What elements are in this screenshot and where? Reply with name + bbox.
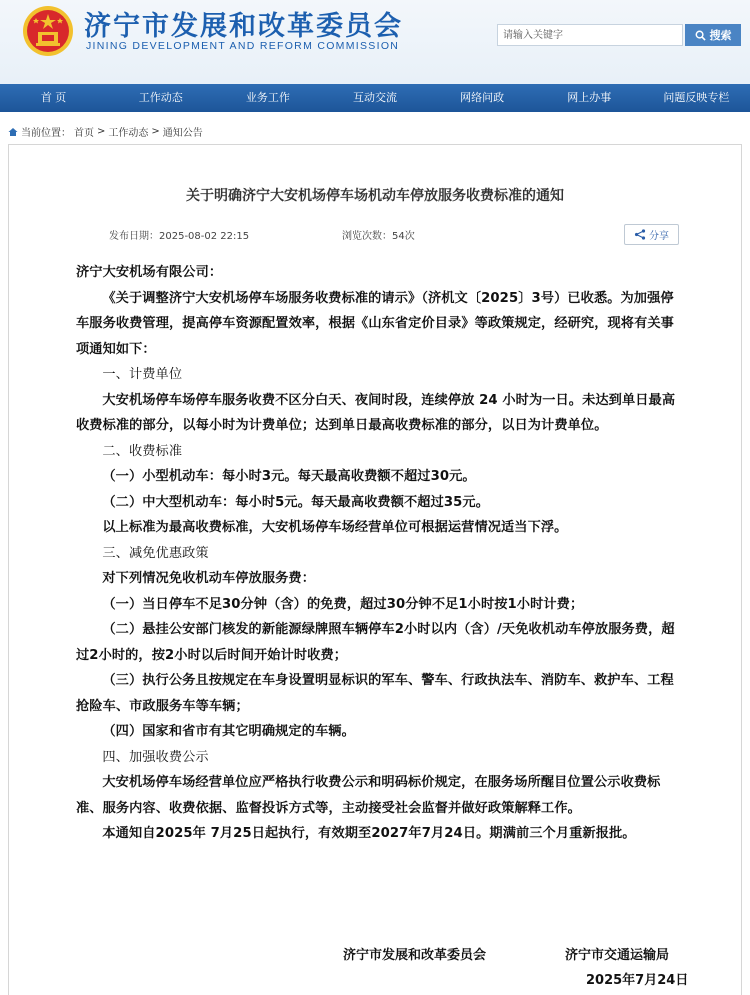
search-input[interactable] bbox=[497, 24, 683, 46]
signature-issuer-left: 济宁市发展和改革委员会 bbox=[343, 948, 487, 963]
signature-issuer-right: 济宁市交通运输局 bbox=[565, 948, 670, 963]
section-heading: 四、加强收费公示 bbox=[102, 749, 209, 765]
article-paragraph: 大安机场停车场停车服务收费不区分白天、夜间时段，连续停放 24 小时为一日。未达到单日最高收费标准的部分，以每小时为计费单位；达到单日最高收费标准的部分，以日为计费单位。 bbox=[76, 392, 676, 433]
nav-item-work-news[interactable]: 工作动态 bbox=[138, 91, 183, 104]
breadcrumb-separator: > bbox=[97, 126, 106, 137]
site-subtitle: JINING DEVELOPMENT AND REFORM COMMISSION bbox=[86, 40, 400, 52]
article-paragraph: 本通知自2025年 7月25日起执行，有效期至2027年7月24日。期满前三个月重新报批。 bbox=[102, 826, 636, 841]
site-header bbox=[0, 0, 750, 84]
share-icon bbox=[634, 229, 646, 240]
share-label: 分享 bbox=[649, 231, 669, 242]
nav-item-feedback[interactable]: 问题反映专栏 bbox=[663, 91, 730, 104]
search-icon bbox=[695, 30, 706, 41]
search-button[interactable] bbox=[685, 24, 741, 46]
nav-item-online-services[interactable]: 网上办事 bbox=[567, 91, 612, 104]
nav-item-online-inquiry[interactable]: 网络问政 bbox=[460, 91, 505, 104]
section-heading: 二、收费标准 bbox=[102, 443, 183, 459]
breadcrumb-home-link[interactable]: 首页 bbox=[74, 128, 94, 139]
article-paragraph: （一）小型机动车：每小时3元。每天最高收费额不超过30元。 bbox=[102, 469, 476, 484]
article-paragraph: 以上标准为最高收费标准，大安机场停车场经营单位可根据运营情况适当下浮。 bbox=[102, 520, 568, 535]
article-title: 关于明确济宁大安机场停车场机动车停放服务收费标准的通知 bbox=[186, 188, 564, 204]
article-paragraph: 《关于调整济宁大安机场停车场服务收费标准的请示》（济机文〔2025〕3号）已收悉。为加强停车服务收费管理，提高停车资源配置效率，根据《山东省定价目录》等政策规定，经研究，现将有关事项通知如下： bbox=[76, 290, 674, 357]
article-paragraph: （二）悬挂公安部门核发的新能源绿牌照车辆停车2小时以内（含）/天免收机动车停放服务费，超过2小时的，按2小时以后时间开始计时收费； bbox=[76, 622, 675, 663]
section-heading: 三、减免优惠政策 bbox=[102, 545, 209, 561]
view-count: 浏览次数：54次 bbox=[342, 231, 415, 242]
article-paragraph: （二）中大型机动车：每小时5元。每天最高收费额不超过35元。 bbox=[102, 494, 489, 510]
article-paragraph: （三）执行公务且按规定在车身设置明显标识的军车、警车、行政执法车、消防车、救护车、工程抢险车、市政服务车等车辆； bbox=[76, 673, 674, 714]
section-heading: 一、计费单位 bbox=[102, 367, 183, 382]
publish-date: 发布日期：2025-08-02 22:15 bbox=[109, 231, 250, 242]
share-button[interactable] bbox=[624, 224, 679, 245]
article-paragraph: （四）国家和省市有其它明确规定的车辆。 bbox=[102, 724, 355, 739]
search-button-label: 搜索 bbox=[709, 30, 732, 42]
nav-item-business[interactable]: 业务工作 bbox=[245, 91, 290, 104]
article-body bbox=[76, 260, 682, 847]
nav-item-interaction[interactable]: 互动交流 bbox=[352, 91, 397, 104]
nav-item-home[interactable]: 首 页 bbox=[40, 91, 67, 104]
article-paragraph: （一）当日停车不足30分钟（含）的免费，超过30分钟不足1小时按1小时计费； bbox=[102, 596, 584, 612]
breadcrumb-separator: > bbox=[151, 126, 160, 137]
breadcrumb-work-news-link[interactable]: 工作动态 bbox=[108, 128, 149, 139]
article-paragraph: 济宁大安机场有限公司： bbox=[76, 265, 223, 280]
breadcrumb bbox=[8, 124, 203, 139]
signature-date: 2025年7月24日 bbox=[586, 973, 689, 988]
breadcrumb-prefix: 当前位置： bbox=[21, 128, 71, 139]
article-paragraph: 大安机场停车场经营单位应严格执行收费公示和明码标价规定，在服务场所醒目位置公示收费标准、服务内容、收费依据、监督投诉方式等，主动接受社会监督并做好政策解释工作。 bbox=[76, 775, 661, 816]
home-icon bbox=[8, 127, 18, 137]
article-paragraph: 对下列情况免收机动车停放服务费： bbox=[102, 571, 315, 586]
main-nav bbox=[0, 84, 750, 112]
breadcrumb-notices-link[interactable]: 通知公告 bbox=[162, 128, 203, 139]
site-title: 济宁市发展和改革委员会 bbox=[84, 11, 403, 42]
national-emblem-icon bbox=[22, 5, 74, 57]
